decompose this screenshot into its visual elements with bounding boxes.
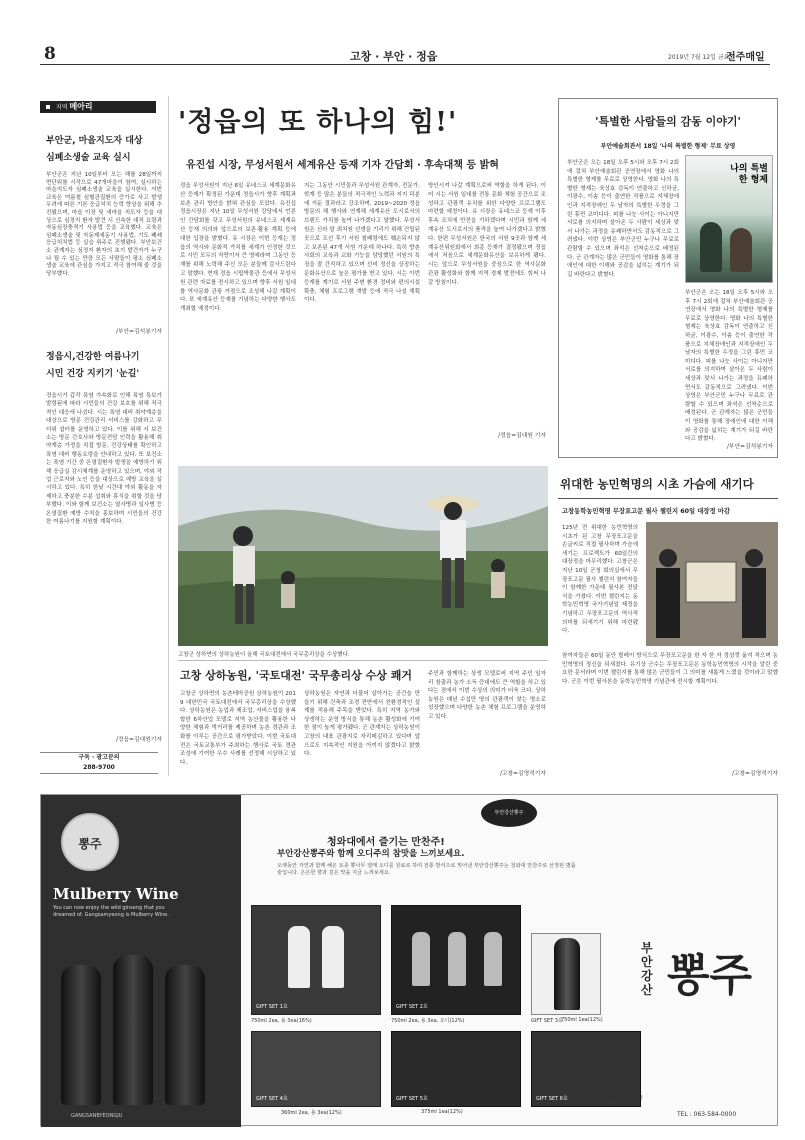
article-body-continued bbox=[685, 289, 773, 443]
byline: /정읍=김대원 기자 bbox=[498, 433, 546, 439]
family-photo bbox=[178, 466, 548, 646]
gift-set-label: GIFT SET 5호 bbox=[396, 1096, 428, 1102]
wine-bottle-icon bbox=[484, 932, 502, 986]
column-tag bbox=[40, 101, 156, 113]
movie-article-box bbox=[558, 98, 778, 458]
ceremony-photo bbox=[646, 522, 778, 646]
brand-name: Mulberry Wine bbox=[53, 885, 179, 903]
section-divider bbox=[558, 498, 778, 499]
gift-set-spec: 375ml 1ea(12%) bbox=[421, 1109, 463, 1115]
article-column: 주민과 함께하는 상생 모델로써 지역 주민 일자리 창출과 농가 소득 증대에도 큰 역할을 하고 있다는 점에서 이번 수상의 의미가 더욱 크다. 상하농원은 매년 수십만 명의 관광객이 찾는 명소로 성장했으며 다양한 농촌 체험 프로그램을 운영하고 있다. bbox=[428, 671, 546, 720]
gift-set-label: GIFT SET 4호 bbox=[256, 1096, 288, 1102]
ad-badge-text: 부안강산뽕주 bbox=[494, 810, 524, 816]
wine-bottle-icon bbox=[448, 932, 466, 986]
box-title: '특별한 사람들의 감동 이야기' bbox=[595, 115, 741, 128]
gift-set-box[interactable] bbox=[251, 1031, 381, 1107]
gift-set-spec: 360ml 2ea(12%) bbox=[601, 1095, 643, 1101]
wine-bottle-icon bbox=[322, 926, 344, 988]
brand-badge bbox=[61, 813, 119, 871]
ad-description: 오랫동안 자연과 함께 해온 토종 뽕나무 열매 오디를 원료로 하여 전통 방식으로 빚어낸 부안강산뽕주는 청와대 만찬주로 선정된 명품 술입니다. 은은한 향과 깊은 맛을 지금 느껴보세요. bbox=[277, 863, 576, 876]
byline: /고창=김영석기자 bbox=[499, 771, 546, 777]
body-continuation: 부안군은 오는 18일 오후 5시와 오후 7시 2회에 걸쳐 부안예술회관 공연장에서 영화 나의 특별한 형제를 무료로 상영한다. 영화 나의 특별한 형제는 육상효 감독이 연출하고 신하균, 이광수, 이솜 등이 출연한 작품으로 지체장애인과 지적장애인 두 남자의 특별한 우정을 그린 휴먼 코미디다. 피를 나눈 사이는 아니지만 서로를 의지하며 살아온 두 사람이 세상과 맞서 나가는 과정을 유쾌하면서도 감동적으로 그려냈다. 이번 상영은 부안군민 누구나 무료로 관람할 수 있으며 좌석은 선착순으로 배정된다. 군 관계자는 많은 군민들이 영화를 통해 장애인에 대한 이해와 공감을 넓히는 계기가 되길 바란다고 밝혔다. bbox=[685, 290, 773, 443]
poster-figure-icon bbox=[700, 222, 722, 272]
title-line-1: 부안군, 마을지도자 대상 bbox=[46, 136, 143, 146]
article-subtitle: 고창동학농민혁명 무장포고문 필사 챌린지 60일 대장정 마감 bbox=[562, 508, 730, 515]
wine-bottle-icon bbox=[165, 965, 205, 1105]
ad-headline-1: 청와대에서 즐기는 만찬주! bbox=[327, 837, 445, 848]
gift-set-box[interactable] bbox=[531, 933, 601, 1015]
photo-illustration bbox=[178, 466, 548, 646]
wine-bottle-icon bbox=[554, 938, 580, 1010]
gift-set-box[interactable] bbox=[391, 1031, 521, 1107]
byline: /고창=김영석기자 bbox=[731, 771, 778, 777]
wine-advertisement[interactable] bbox=[40, 794, 778, 1126]
article-body: 참여자들은 60일 동안 릴레이 방식으로 무장포고문을 한 자 한 자 정성껏 옮겨 적으며 농민혁명의 정신을 되새겼다. 유기상 군수는 무장포고문은 동학농민혁명의 시작을 알린 중요한 문서라며 이번 챌린지를 통해 많은 군민들이 그 의미를 새롭게 느꼈을 것이라고 말했다. 군은 이번 필사본을 동학농민혁명 기념관에 전시할 계획이다. bbox=[562, 653, 778, 685]
byline: /정읍=김대원기자 bbox=[115, 737, 162, 743]
article-title: 고창 상하농원, '국토대전' 국무총리상 수상 쾌거 bbox=[180, 669, 412, 682]
article-title: 위대한 농민혁명의 시초 가슴에 새기다 bbox=[560, 477, 754, 491]
brand-badge-text: 뽕주 bbox=[78, 837, 102, 851]
ceremony-illustration bbox=[646, 522, 778, 646]
article-body: 부안군은 오는 18일 오후 5시와 오후 7시 2회에 걸쳐 부안예술회관 공연장에서 영화 나의 특별한 형제를 무료로 상영한다. 영화 나의 특별한 형제는 육상효 감독이 연출하고 신하균, 이광수, 이솜 등이 출연한 작품으로 지체장애인과 지적장애인 두 남자의 특별한 우정을 그린 휴먼 코미디다. 피를 나눈 사이는 아니지만 서로를 의지하며 살아온 두 사람이 세상과 맞서 나가는 과정을 유쾌하면서도 감동적으로 그려냈다. 이번 상영은 부안군민 누구나 무료로 관람할 수 있으며 좌석은 선착순으로 배정된다. 군 관계자는 많은 군민들이 영화를 통해 장애인에 대한 이해와 공감을 넓히는 계기가 되길 바란다고 밝혔다. bbox=[567, 160, 679, 278]
gift-set-label: GIFT SET 3호 bbox=[531, 1018, 563, 1024]
tag-label: 지역 bbox=[55, 104, 68, 111]
article-title bbox=[46, 349, 164, 383]
poster-figure-icon bbox=[730, 228, 752, 272]
ad-headline-2: 부안강산뽕주와 함께 오디주의 참맛을 느끼보세요. bbox=[277, 849, 465, 859]
subscription-box bbox=[40, 752, 158, 774]
ad-brand-panel bbox=[41, 795, 241, 1127]
main-subheadline: 유진섭 시장, 무성서원서 세계유산 등재 기자 간담회 · 후속대책 등 밝혀 bbox=[186, 160, 499, 171]
title-line-2: 시민 건강 지키기 '눈길' bbox=[46, 369, 140, 379]
gift-set-box[interactable] bbox=[391, 905, 521, 1015]
wine-bottle-icon bbox=[61, 965, 101, 1105]
movie-poster bbox=[685, 155, 773, 283]
bullet-icon bbox=[46, 105, 50, 109]
wine-bottle-icon bbox=[412, 932, 430, 986]
article-column: 고창군 상하면의 농촌테마공원 상하농원이 2019 대한민국 국토대전에서 국무총리상을 수상했다. 상하농원은 농업과 제조업, 서비스업을 융복합한 6차산업 모델로 지역 농산물을 활용한 다양한 체험과 먹거리를 제공하며 농촌 경관과 조화를 이루는 공간으로 평가받았다. 이번 국토대전은 국토교통부가 주최하는 행사로 국토 경관 조성에 기여한 우수 사례를 선정해 시상하고 있다. bbox=[180, 691, 296, 766]
gift-set-box[interactable] bbox=[251, 905, 381, 1015]
paper-name: 전주매일 bbox=[726, 52, 765, 63]
ad-phone: TEL : 063-584-0000 bbox=[677, 1111, 737, 1118]
article-column: 지는 그동안 시민들과 무성서원 관계자, 전문가, 학계 등 많은 분들의 적극적인 노력과 지지 덕분에 거둔 결과라고 강조하며, 2019~2020 정읍 방문의 해 행사와 연계해 세계유산 도시로서의 브랜드 가치를 높여 나가겠다고 말했다. 무성서원은 신라 말 최치원 선생을 기리기 위해 건립된 곳으로 조선 후기 서원 철폐령에도 훼손되지 않고 보존된 47개 서원 가운데 하나다. 특히 향촌 사회의 교육과 교화 기능을 담당했던 서원의 특징을 잘 간직하고 있으며 선비 정신을 상징하는 문화유산으로 높은 평가를 받고 있다. 시는 이번 등재를 계기로 서원 주변 환경 정비와 편의시설 확충, 체험 프로그램 개발 등에 적극 나설 계획이다. bbox=[304, 183, 420, 304]
article-body: 125년 전 위대한 농민혁명의 시초가 된 고창 무장포고문을 손글씨로 직접 필사하며 가슴에 새기는 프로젝트가 60일간의 대장정을 마무리했다. 고창군은 지난 10일 군청 회의실에서 무장포고문 필사 챌린지 참여자들이 함께한 가운데 필사본 전달식을 가졌다. 이번 챌린지는 동학농민혁명 국가기념일 제정을 기념하고 무장포고문의 역사적 의미를 되새기기 위해 마련됐다. bbox=[562, 525, 638, 635]
page-number: 8 bbox=[44, 44, 56, 64]
ad-badge bbox=[481, 799, 537, 827]
calligraphy-large: 뽕주 bbox=[667, 950, 753, 1001]
section-divider bbox=[178, 660, 548, 661]
gift-set-label: GIFT SET 1호 bbox=[256, 1004, 288, 1010]
article-body: 정읍시가 갑작 폭염 가속화로 인해 폭염 특보가 발령됨에 따라 시민들의 건강 보호를 위해 적극적인 대응에 나섰다. 시는 폭염 대비 취약계층을 대상으로 방문 건강관리 서비스를 강화하고 무더위 쉼터를 운영하고 있다. 이를 위해 시 보건소는 방문 간호사와 방문전담 인력을 활용해 취약계층 가정을 직접 방문, 건강상태를 확인하고 폭염 대비 행동요령을 안내하고 있다. 또 보건소는 폭염 기간 중 온열질환자 발생을 예방하기 위해 응급실 감시체계를 운영하고 있으며, 야외 작업 근로자와 노인 등을 대상으로 예방 교육을 실시하고 있다. 특히 한낮 시간대 야외 활동을 자제하고 충분한 수분 섭취와 휴식을 취할 것을 당부했다. 이와 함께 보건소는 열사병과 일사병 등 온열질환 예방 수칙을 홍보하며 시민들의 건강한 여름나기를 지원할 계획이다. bbox=[46, 393, 162, 526]
poster-title: 나의 특별한 형제 bbox=[730, 164, 768, 185]
photo-caption: 고창군 상하면의 상하농원이 올해 국토대전에서 국무총리상을 수상했다. bbox=[178, 652, 350, 658]
gift-set-spec: 360ml 2ea, 용 3ea(12%) bbox=[281, 1110, 342, 1116]
article-title bbox=[46, 133, 164, 167]
gift-set-spec: 750ml 1ea(12%) bbox=[561, 1017, 603, 1023]
calligraphy-logo bbox=[641, 935, 771, 1055]
byline: /부안=김석봉기자 bbox=[115, 329, 162, 335]
wine-bottle-icon bbox=[113, 955, 153, 1105]
title-line-1: 정읍시,건강한 여름나기 bbox=[46, 352, 140, 362]
calligraphy-small: 부안강산 bbox=[641, 941, 653, 997]
gift-set-spec: 750ml 2ea, 용 3ea(16%) bbox=[251, 1018, 312, 1024]
header-rule bbox=[40, 64, 770, 65]
title-line-2: 심폐소생술 교육 실시 bbox=[46, 153, 131, 163]
article-column: 정읍 무성서원이 지난 6일 유네스코 세계문화유산 등재가 확정된 가운데 정읍시가 향후 계획과 보존 관리 방안을 밝혀 관심을 모았다. 유진섭 정읍시장은 지난 10일 무성서원 강당에서 언론인 간담회를 갖고 무성서원의 유네스코 세계유산 등재 의의와 앞으로의 보존·활용 계획 등에 대한 입장을 밝혔다. 유 시장은 이번 등재는 정읍의 역사와 문화적 가치를 세계가 인정한 것으로 시민 모두의 자랑이자 큰 영예라며 그동안 등재를 위해 노력해 주신 모든 분들께 감사드린다고 말했다. 현재 정읍 시립박물관 등에서 무성서원 관련 자료를 전시하고 있으며 향후 서원 일대를 역사문화 관광 거점으로 조성해 나갈 계획이다. 또 세계유산 등재를 기념하는 다양한 행사도 개최할 예정이다. bbox=[180, 183, 296, 313]
subscription-phone: 288-9700 bbox=[83, 764, 115, 771]
article-body: 부안군은 지난 10일부터 오는 해를 28일까지 면단위를 시작으로 47개마을이 참여, 실시하는 마을지도자 심폐소생술 교육을 실시한다. 이번 교육은 여름철 심혈관질환의 증가로 사고 발생 우려에 따른 기본 응급처치 능력 향상을 위해 추진됐으며, 마을 이장 및 새마을 지도자 등을 대상으로 심정지 환자 발견 시 신속한 대처 요령과 자동심장충격기 사용법 등을 교육했다. 교육은 심폐소생술 및 자동제세동기 사용법, 기도 폐쇄 응급처치법 등 실습 위주로 진행됐다. 부안보건소 관계자는 심정지 환자의 초기 발견자가 누구나 될 수 있는 만큼 모든 사람들이 평소 심폐소생술 교육에 관심을 가지고 적극 참여해 줄 것을 당부했다. bbox=[46, 172, 162, 277]
brand-tagline: You can now enjoy the wild ginseng that you dreamed of. Gangsamyeong is Mulberry Wine. bbox=[53, 905, 169, 918]
byline: /부안=김석봉기자 bbox=[726, 444, 773, 450]
article-column: 방안시켜 나갈 계획으로써 역할을 하게 된다. 이어 시는 서원 일대를 전통 문화 체험 공간으로 조성하고 관광객 유치를 위한 다양한 프로그램도 마련할 예정이다. 유 시장은 유네스코 등재 이후 후속 조치에 만전을 기하겠다며 시민과 함께 세계유산 도시로서의 품격을 높여 나가겠다고 밝혔다. 한편 무성서원은 한국의 서원 9곳과 함께 세계유산위원회에서 최종 등재가 결정됐으며 정읍에서 처음으로 세계문화유산을 보유하게 됐다. 시는 앞으로 무성서원을 중심으로 한 역사문화 관광 활성화와 함께 지역 경제 발전에도 힘써 나갈 방침이다. bbox=[428, 183, 546, 286]
wine-bottle-icon bbox=[288, 926, 310, 988]
gift-set-spec: 750ml 2ea, 용 3ea, 오디(12%) bbox=[391, 1018, 465, 1024]
section-title: 고창 · 부안 · 정읍 bbox=[350, 50, 438, 63]
gift-set-label: GIFT SET 6호 bbox=[536, 1096, 568, 1102]
article-column: 상하농원은 자연과 더불어 살아가는 공간을 만들기 위해 건축과 조경 전반에서 친환경적인 설계를 적용해 주목을 받았다. 특히 지역 농가와 상생하는 운영 방식을 통해 농촌 활성화에 기여한 점이 높게 평가됐다. 군 관계자는 상하농원이 고창의 대표 관광지로 자리매김하고 있다며 앞으로도 지속적인 지원을 아끼지 않겠다고 밝혔다. bbox=[304, 691, 420, 758]
subscription-label: 구독 · 광고문의 bbox=[78, 754, 120, 761]
box-subtitle: 부안예술회관서 18일 '나의 특별한 형제' 무료 상영 bbox=[600, 143, 736, 150]
brand-footer: GANGSANBYEONGJU bbox=[71, 1113, 123, 1119]
tag-title: 메아리 bbox=[69, 102, 93, 111]
main-headline: '정읍의 또 하나의 힘!' bbox=[178, 107, 458, 138]
gift-set-label: GIFT SET 2호 bbox=[396, 1004, 428, 1010]
column-divider bbox=[168, 96, 169, 776]
issue-date: 2019년 7월 12일 금요일 bbox=[668, 54, 736, 61]
